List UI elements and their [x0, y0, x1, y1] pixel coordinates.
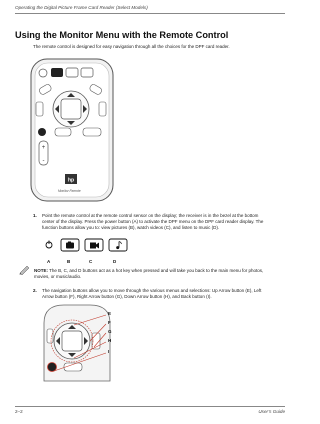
step-2-line: The navigation buttons allow you to move through the various menus and selections: Up Arrow button (E), Left: [42, 288, 262, 293]
svg-text:-: -: [42, 158, 45, 164]
remote-brand-caption: Monitor Remote: [58, 189, 81, 193]
note-text: [34, 268, 289, 280]
nav-label-f: F: [108, 320, 111, 325]
video-icon: [85, 239, 103, 251]
nav-label-g: G: [108, 329, 112, 334]
section-intro: The remote control is designed for easy navigation through all the choices for the DPF card reader.: [33, 44, 230, 49]
svg-text:hp: hp: [67, 177, 75, 184]
running-header: Operating the Digital Picture Frame Card Reader (Select Models): [15, 5, 148, 10]
note-line-1: The B, C, and D buttons act as a hot key when pressed and will take you back to the main menu for photos,: [49, 268, 264, 273]
note-label: NOTE:: [34, 268, 48, 273]
header-rule: [15, 13, 285, 14]
footer-rule: [15, 406, 285, 407]
svg-text:+: +: [41, 145, 46, 151]
step-2-number: 2.: [33, 288, 37, 293]
step-2-line: Arrow button (F), Right Arrow button (G), Down Arrow button (H), and Back button (I).: [42, 294, 212, 300]
note-pencil-icon: [19, 265, 31, 275]
function-label-b: B: [67, 259, 71, 264]
function-label-c: C: [89, 259, 93, 264]
step-1-line: function buttons allow you to: view pictures (B), watch videos (C), and listen to music (D).: [42, 225, 220, 231]
remote-control-illustration: [28, 56, 116, 204]
step-1-line: center of the display. Press the power button (A) to activate the DPF menu on the DPF card reader display. The: [42, 219, 264, 225]
navigation-buttons-illustration: [42, 303, 112, 383]
function-label-d: D: [113, 259, 117, 264]
music-note-icon: [109, 239, 127, 251]
nav-label-e: E: [108, 311, 112, 316]
camera-icon: [61, 239, 79, 251]
nav-label-i: I: [108, 349, 110, 354]
note-line-2: movies, or music/audio.: [34, 274, 82, 280]
step-1-number: 1.: [33, 213, 37, 218]
step-1-text: [42, 213, 287, 232]
step-1-line: Point the remote control at the remote control sensor on the display; the receiver is in the bezel at the bottom: [42, 213, 259, 218]
nav-label-h: H: [108, 338, 112, 343]
power-icon: [46, 241, 52, 249]
guide-title: User’s Guide: [258, 409, 285, 414]
section-title: Using the Monitor Menu with the Remote Control: [15, 30, 229, 40]
function-label-a: A: [47, 259, 51, 264]
function-buttons-illustration: [44, 238, 130, 254]
page-number: 2–2: [15, 409, 23, 414]
step-2-text: [42, 288, 287, 300]
